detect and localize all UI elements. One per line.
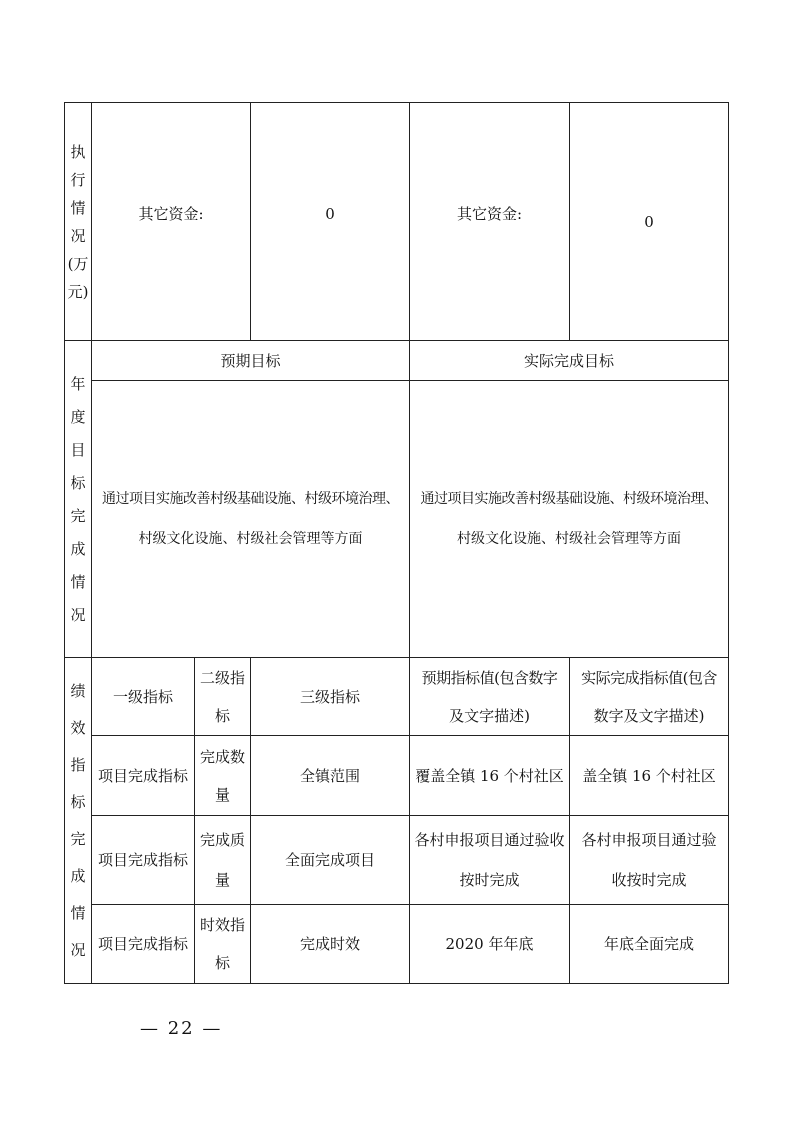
actual-goals-line: 通过项目实施改善村级基础设施、村级环境治理、: [420, 491, 718, 507]
row-expected-line: 按时完成: [459, 871, 520, 889]
label-char: 成: [70, 867, 86, 885]
row-level2-line: 标: [214, 954, 230, 972]
label-char: 完: [70, 506, 86, 525]
header-expected-line: 预期指标值(包含数字: [421, 668, 558, 687]
perf-header-row: [65, 658, 729, 736]
goals-content-row: [65, 381, 729, 658]
row-expected: [410, 905, 570, 984]
expected-goals-line: 村级文化设施、村级社会管理等方面: [138, 531, 363, 547]
row-level2: [195, 816, 251, 905]
header-actual: [570, 658, 729, 736]
other-funds-value-left: [251, 103, 410, 341]
row-level1: 项目完成指标: [92, 905, 195, 984]
other-funds-value-text: 0: [644, 212, 654, 231]
label-char: 度: [70, 407, 86, 426]
label-char: 绩: [70, 682, 86, 700]
actual-goals-line: 村级文化设施、村级社会管理等方面: [457, 531, 681, 547]
other-funds-value-text: 0: [325, 204, 335, 223]
row-level2: [195, 905, 251, 984]
row-level2-line: 量: [214, 785, 230, 804]
row-actual-line: 收按时完成: [611, 871, 687, 889]
label-char: 完: [70, 830, 86, 848]
label-char: 元): [67, 282, 89, 301]
page-number: — 22 —: [140, 1018, 223, 1039]
expected-goals-text: [92, 381, 410, 658]
label-char: 标: [70, 793, 86, 811]
label-char: 执: [70, 142, 86, 161]
header-level1: 一级指标: [92, 658, 195, 736]
row-level3: 全镇范围: [251, 736, 410, 816]
other-funds-label-text: 其它资金:: [456, 204, 523, 223]
actual-goals-header: 实际完成目标: [410, 341, 729, 381]
label-char: 行: [70, 170, 86, 189]
label-char: 情: [70, 904, 86, 922]
header-expected: [410, 658, 570, 736]
header-level3: 三级指标: [251, 658, 410, 736]
row-actual: [570, 905, 729, 984]
row-actual-line: 年底全面完成: [603, 935, 694, 953]
exec-side-label: [65, 103, 92, 341]
row-level3: 完成时效: [251, 905, 410, 984]
row-expected-line: 各村申报项目通过验收: [414, 831, 565, 849]
row-actual: [570, 816, 729, 905]
table-row: [65, 816, 729, 905]
row-level2-line: 量: [214, 871, 230, 889]
header-level2-line: 二级指: [199, 668, 245, 687]
label-char: 效: [70, 719, 86, 737]
performance-form-table: [64, 102, 729, 984]
row-expected: [410, 736, 570, 816]
row-actual-line: 各村申报项目通过验: [581, 831, 717, 849]
exec-row: [65, 103, 729, 341]
label-char: 况: [70, 941, 86, 959]
row-actual-line: 盖全镇 16 个村社区: [582, 766, 716, 785]
header-level2-line: 标: [214, 706, 230, 725]
row-expected-line: 2020 年年底: [445, 935, 534, 953]
header-expected-line: 及文字描述): [449, 706, 530, 725]
row-expected-line: 覆盖全镇 16 个村社区: [415, 766, 564, 785]
other-funds-value-right: [570, 103, 729, 341]
label-char: 成: [70, 539, 86, 558]
perf-side-label: [65, 658, 92, 984]
row-expected: [410, 816, 570, 905]
row-level1: 项目完成指标: [92, 816, 195, 905]
goals-side-label: [65, 341, 92, 658]
header-actual-line: 实际完成指标值(包含: [581, 668, 717, 687]
row-level3: 全面完成项目: [251, 816, 410, 905]
other-funds-label-text: 其它资金:: [138, 204, 204, 223]
label-char: 年: [70, 374, 86, 393]
other-funds-label-right: [410, 103, 570, 341]
actual-goals-text: [410, 381, 729, 658]
label-char: (万: [67, 254, 89, 273]
row-level2-line: 完成数: [199, 747, 245, 766]
header-level2: [195, 658, 251, 736]
row-actual: [570, 736, 729, 816]
label-char: 况: [70, 226, 86, 245]
goals-header-row: [65, 341, 729, 381]
row-level1: 项目完成指标: [92, 736, 195, 816]
label-char: 况: [70, 605, 86, 624]
label-char: 标: [70, 473, 86, 492]
row-level2-line: 时效指: [199, 916, 245, 934]
row-level2-line: 完成质: [199, 831, 245, 849]
expected-goals-header: 预期目标: [92, 341, 410, 381]
expected-goals-line: 通过项目实施改善村级基础设施、村级环境治理、: [102, 491, 399, 507]
label-char: 情: [70, 572, 86, 591]
other-funds-label-left: [92, 103, 251, 341]
row-level2: [195, 736, 251, 816]
label-char: 情: [70, 198, 86, 217]
table-row: [65, 905, 729, 984]
label-char: 目: [70, 440, 86, 459]
label-char: 指: [70, 756, 86, 774]
table-row: [65, 736, 729, 816]
header-actual-line: 数字及文字描述): [593, 706, 705, 725]
